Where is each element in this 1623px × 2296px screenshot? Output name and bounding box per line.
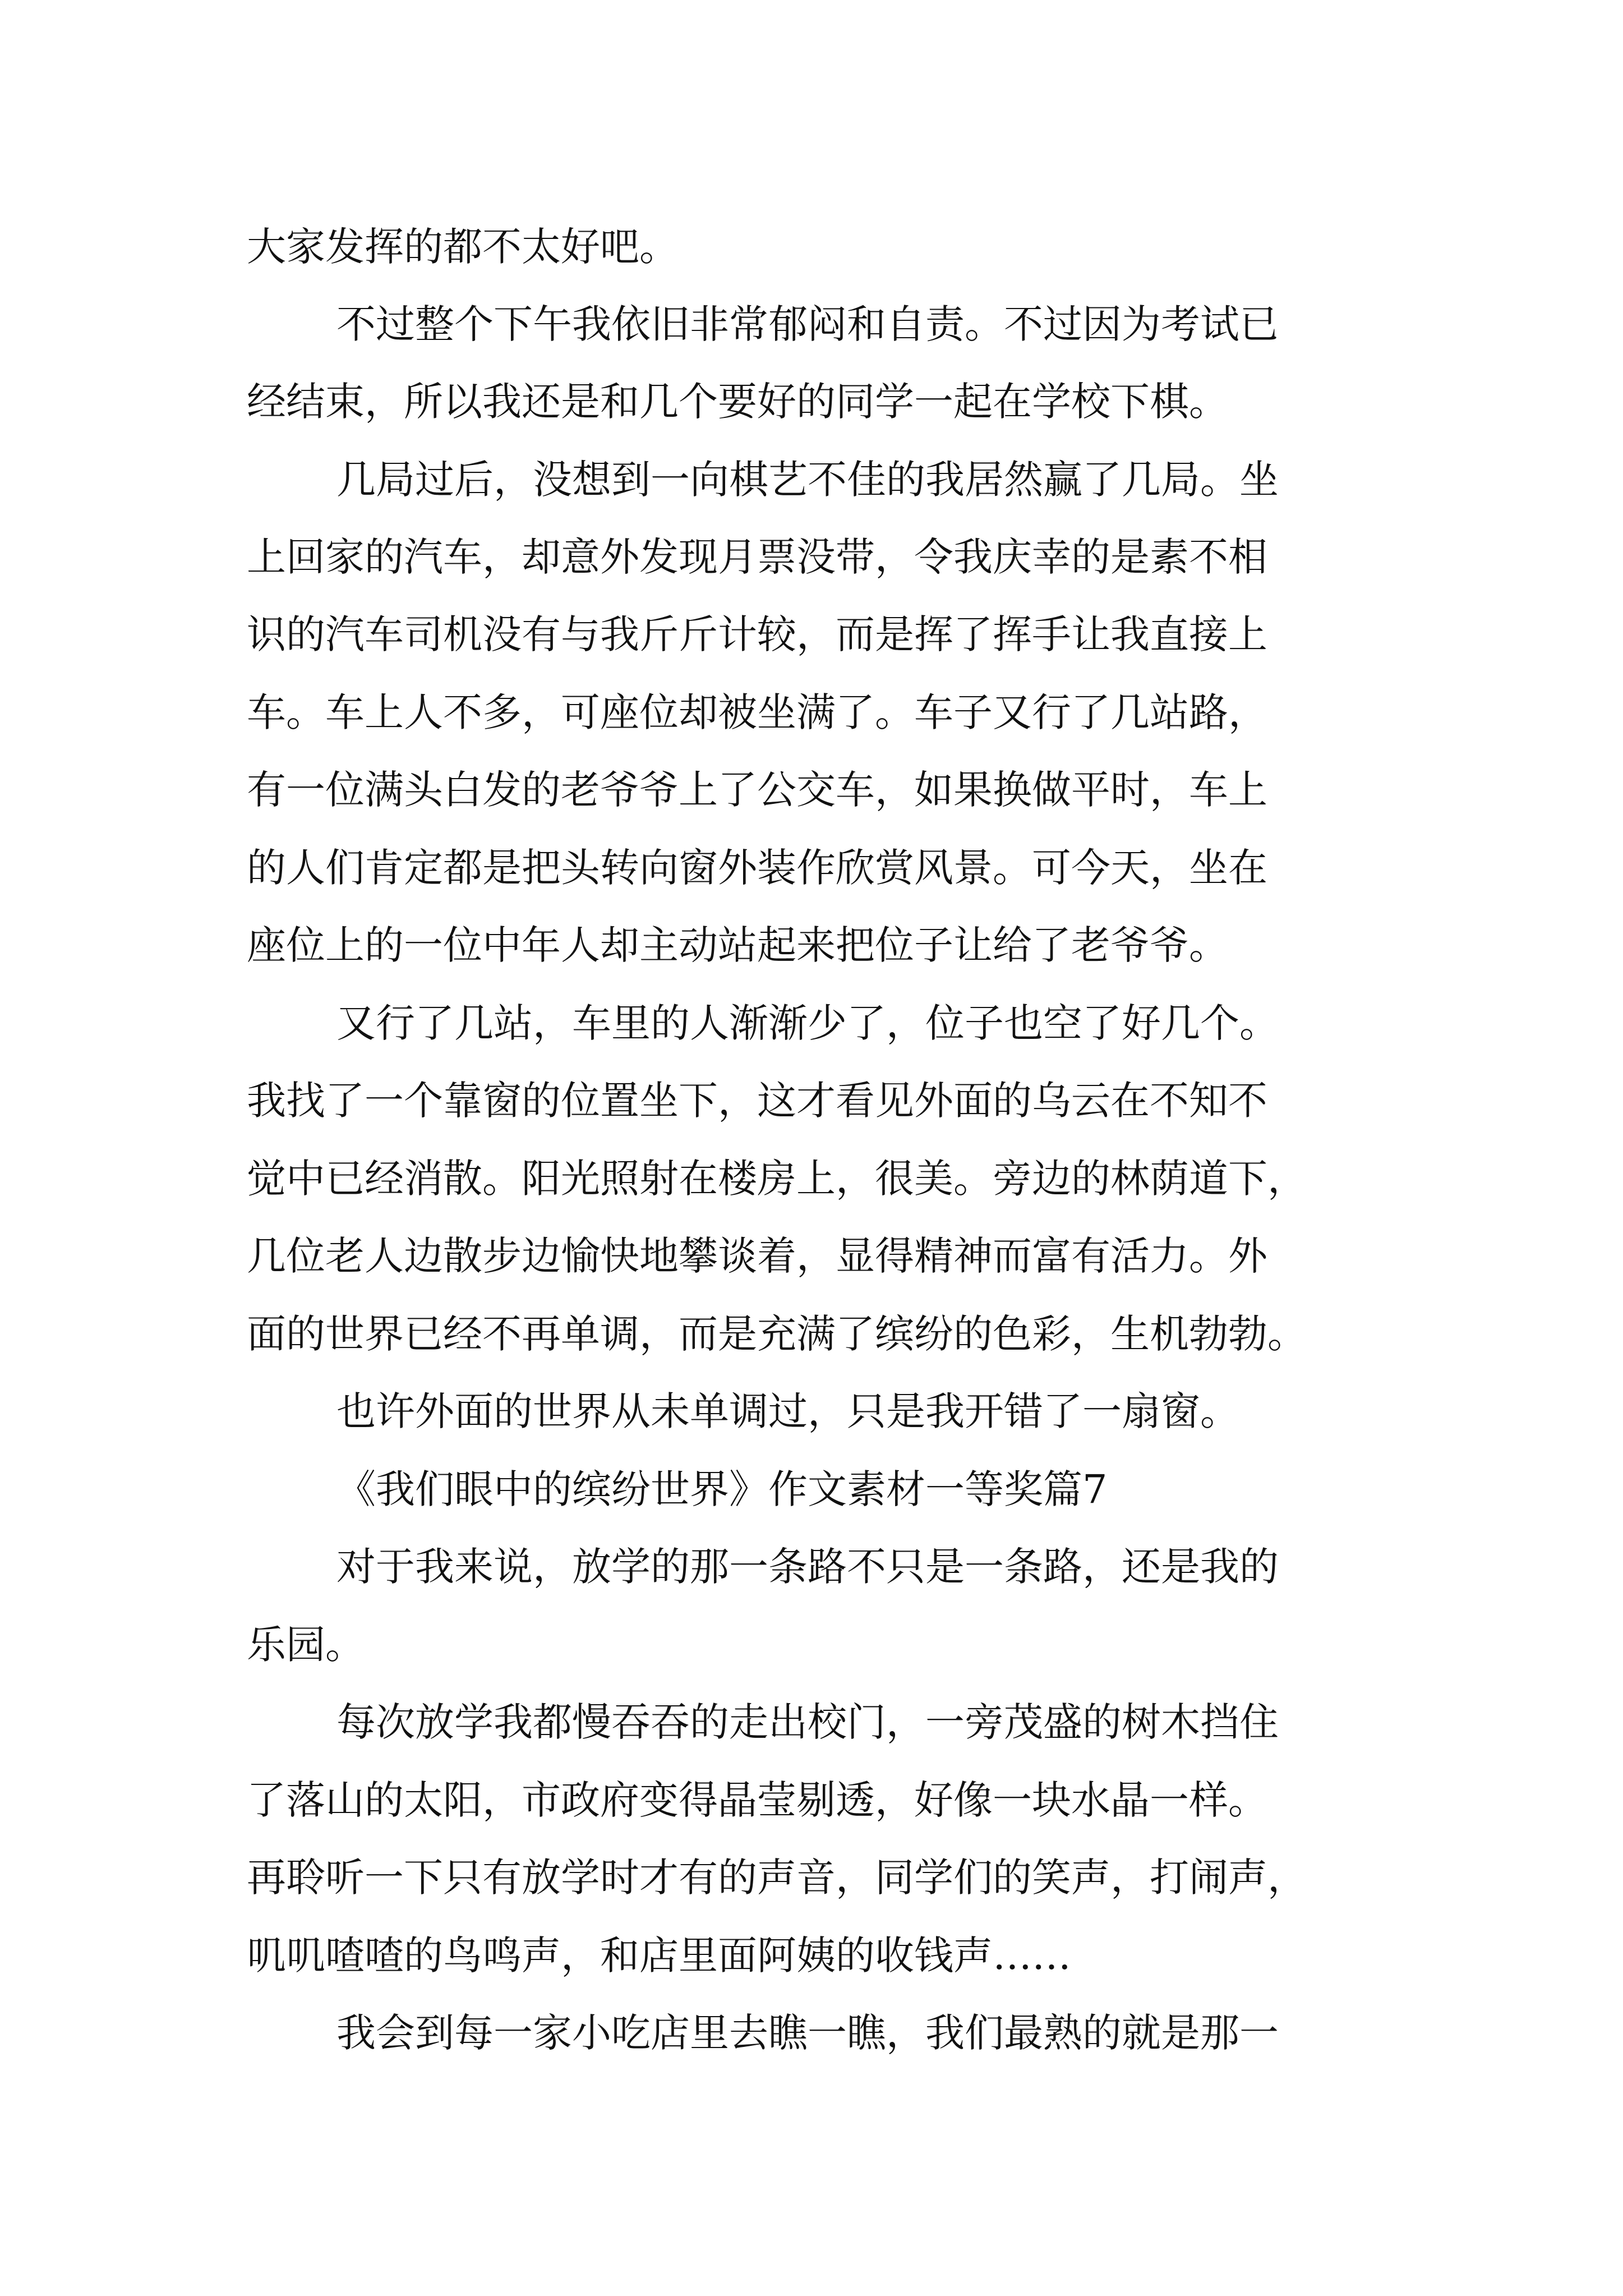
text-line: 的人们肯定都是把头转向窗外装作欣赏风景。可今天，坐在 (247, 845, 1267, 891)
text-line: 我找了一个靠窗的位置坐下，这才看见外面的乌云在不知不 (247, 1078, 1267, 1124)
text-line: 面的世界已经不再单调，而是充满了缤纷的色彩，生机勃勃。 (247, 1311, 1307, 1357)
text-line: 我会到每一家小吃店里去瞧一瞧，我们最熟的就是那一 (336, 2010, 1279, 2056)
text-line: 又行了几站，车里的人渐渐少了，位子也空了好几个。 (336, 1000, 1279, 1046)
text-line: 上回家的汽车，却意外发现月票没带，令我庆幸的是素不相 (247, 534, 1267, 580)
text-line: 几局过后，没想到一向棋艺不佳的我居然赢了几局。坐 (336, 457, 1279, 503)
text-line: 有一位满头白发的老爷爷上了公交车，如果换做平时，车上 (247, 767, 1267, 813)
text-line: 叽叽喳喳的鸟鸣声，和店里面阿姨的收钱声…… (247, 1932, 1071, 1978)
text-line: 每次放学我都慢吞吞的走出校门，一旁茂盛的树木挡住 (336, 1699, 1279, 1745)
text-line: 识的汽车司机没有与我斤斤计较，而是挥了挥手让我直接上 (247, 611, 1267, 657)
text-line: 座位上的一位中年人却主动站起来把位子让给了老爷爷。 (247, 922, 1228, 968)
section-heading: 《我们眼中的缤纷世界》作文素材一等奖篇7 (336, 1466, 1108, 1512)
text-line: 再聆听一下只有放学时才有的声音，同学们的笑声，打闹声， (247, 1855, 1307, 1901)
text-line: 车。车上人不多，可座位却被坐满了。车子又行了几站路， (247, 689, 1267, 735)
text-line: 也许外面的世界从未单调过，只是我开错了一扇窗。 (336, 1388, 1239, 1434)
text-line: 了落山的太阳，市政府变得晶莹剔透，好像一块水晶一样。 (247, 1777, 1267, 1823)
text-line: 觉中已经消散。阳光照射在楼房上，很美。旁边的林荫道下， (247, 1156, 1307, 1202)
text-line: 经结束，所以我还是和几个要好的同学一起在学校下棋。 (247, 379, 1228, 425)
text-line: 乐园。 (247, 1622, 365, 1668)
text-line: 不过整个下午我依旧非常郁闷和自责。不过因为考试已 (336, 301, 1279, 347)
text-line: 对于我来说，放学的那一条路不只是一条路，还是我的 (336, 1544, 1279, 1590)
text-line: 几位老人边散步边愉快地攀谈着，显得精神而富有活力。外 (247, 1233, 1267, 1279)
text-line: 大家发挥的都不太好吧。 (247, 224, 679, 270)
